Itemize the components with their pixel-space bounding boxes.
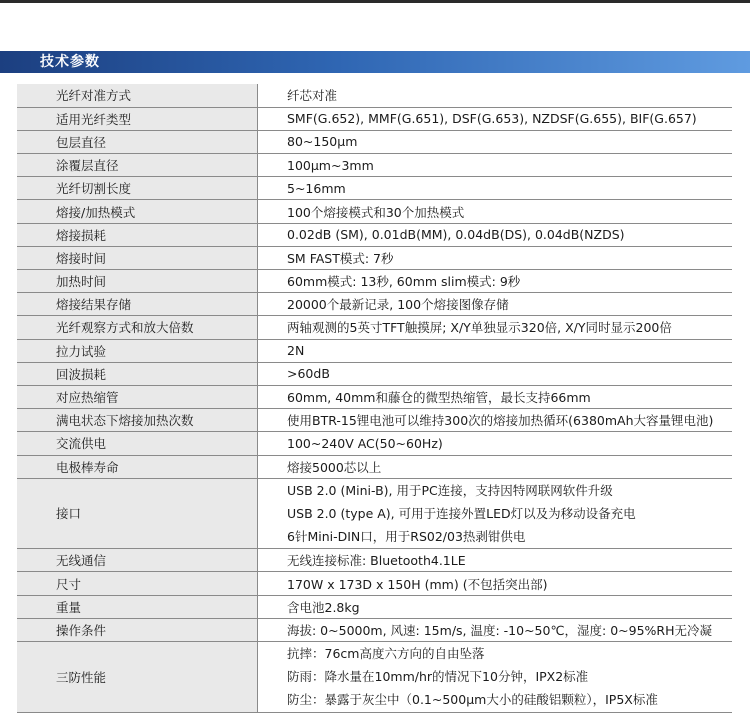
row-label: 操作条件 <box>17 618 258 641</box>
row-value: 熔接5000芯以上 <box>258 455 733 478</box>
table-row <box>17 549 732 572</box>
row-label: 熔接时间 <box>17 246 258 269</box>
table-row <box>17 154 732 177</box>
row-label: 重量 <box>17 595 258 618</box>
row-value: 5~16mm <box>258 177 733 200</box>
table-row <box>17 200 732 223</box>
table-row <box>17 385 732 408</box>
row-label: 接口 <box>17 478 258 549</box>
row-value: 使用BTR-15锂电池可以维持300次的熔接加热循环(6380mAh大容量锂电池) <box>258 409 733 432</box>
row-value: 两轴观测的5英寸TFT触摸屏; X/Y单独显示320倍, X/Y同时显示200倍 <box>258 316 733 339</box>
row-label: 光纤观察方式和放大倍数 <box>17 316 258 339</box>
spec-table <box>17 84 732 713</box>
table-row <box>17 339 732 362</box>
row-value: 100~240V AC(50~60Hz) <box>258 432 733 455</box>
row-label: 熔接/加热模式 <box>17 200 258 223</box>
table-row <box>17 478 732 549</box>
row-label: 拉力试验 <box>17 339 258 362</box>
row-label: 光纤对准方式 <box>17 84 258 107</box>
top-divider-line <box>0 0 750 3</box>
row-value: 纤芯对准 <box>258 84 733 107</box>
table-row <box>17 270 732 293</box>
row-value: 60mm模式: 13秒, 60mm slim模式: 9秒 <box>258 270 733 293</box>
table-row <box>17 107 732 130</box>
table-row <box>17 455 732 478</box>
table-row <box>17 316 732 339</box>
row-label: 加热时间 <box>17 270 258 293</box>
row-label: 熔接损耗 <box>17 223 258 246</box>
table-row <box>17 177 732 200</box>
row-value: >60dB <box>258 362 733 385</box>
row-value: 100μm~3mm <box>258 154 733 177</box>
table-row <box>17 293 732 316</box>
row-label: 三防性能 <box>17 642 258 713</box>
table-row <box>17 642 732 713</box>
row-label: 适用光纤类型 <box>17 107 258 130</box>
table-row <box>17 432 732 455</box>
row-label: 熔接结果存储 <box>17 293 258 316</box>
row-value: 海拔: 0~5000m, 风速: 15m/s, 温度: -10~50℃，湿度: 0~95%RH无冷凝 <box>258 618 733 641</box>
row-label: 电极棒寿命 <box>17 455 258 478</box>
row-value: SMF(G.652), MMF(G.651), DSF(G.653), NZDSF(G.655), BIF(G.657) <box>258 107 733 130</box>
row-value: 含电池2.8kg <box>258 595 733 618</box>
table-row <box>17 246 732 269</box>
table-row <box>17 223 732 246</box>
row-label: 对应热缩管 <box>17 385 258 408</box>
table-row <box>17 130 732 153</box>
value-line: 防尘：暴露于灰尘中（0.1~500μm大小的硅酸铝颗粒），IP5X标准 <box>287 692 658 708</box>
row-value: 80~150μm <box>258 130 733 153</box>
table-row <box>17 618 732 641</box>
row-label: 回波损耗 <box>17 362 258 385</box>
table-row <box>17 409 732 432</box>
value-line: USB 2.0 (Mini-B), 用于PC连接，支持因特网联网软件升级 <box>287 482 613 498</box>
row-label: 尺寸 <box>17 572 258 595</box>
row-value: 2N <box>258 339 733 362</box>
table-row <box>17 595 732 618</box>
row-value: 100个熔接模式和30个加热模式 <box>258 200 733 223</box>
value-line: USB 2.0 (type A), 可用于连接外置LED灯以及为移动设备充电 <box>287 505 636 521</box>
row-value: SM FAST模式: 7秒 <box>258 246 733 269</box>
value-line: 6针Mini-DIN口，用于RS02/03热剥钳供电 <box>287 529 526 545</box>
section-title: 技术参数 <box>40 54 100 70</box>
value-line: 防雨：降水量在10mm/hr的情况下10分钟，IPX2标准 <box>287 669 589 685</box>
row-value: 60mm, 40mm和藤仓的微型热缩管，最长支持66mm <box>258 385 733 408</box>
row-label: 光纤切割长度 <box>17 177 258 200</box>
table-row <box>17 572 732 595</box>
table-row <box>17 362 732 385</box>
row-label: 涂覆层直径 <box>17 154 258 177</box>
section-header <box>0 51 750 73</box>
value-line: 抗摔：76cm高度六方向的自由坠落 <box>287 646 485 661</box>
row-value: 0.02dB (SM), 0.01dB(MM), 0.04dB(DS), 0.04dB(NZDS) <box>258 223 733 246</box>
row-label: 满电状态下熔接加热次数 <box>17 409 258 432</box>
row-value-multiline <box>258 478 733 549</box>
row-value: 170W x 173D x 150H (mm) (不包括突出部) <box>258 572 733 595</box>
row-value: 20000个最新记录, 100个熔接图像存储 <box>258 293 733 316</box>
table-row <box>17 84 732 107</box>
row-label: 包层直径 <box>17 130 258 153</box>
row-value-multiline <box>258 642 733 713</box>
row-value: 无线连接标准: Bluetooth4.1LE <box>258 549 733 572</box>
row-label: 交流供电 <box>17 432 258 455</box>
row-label: 无线通信 <box>17 549 258 572</box>
